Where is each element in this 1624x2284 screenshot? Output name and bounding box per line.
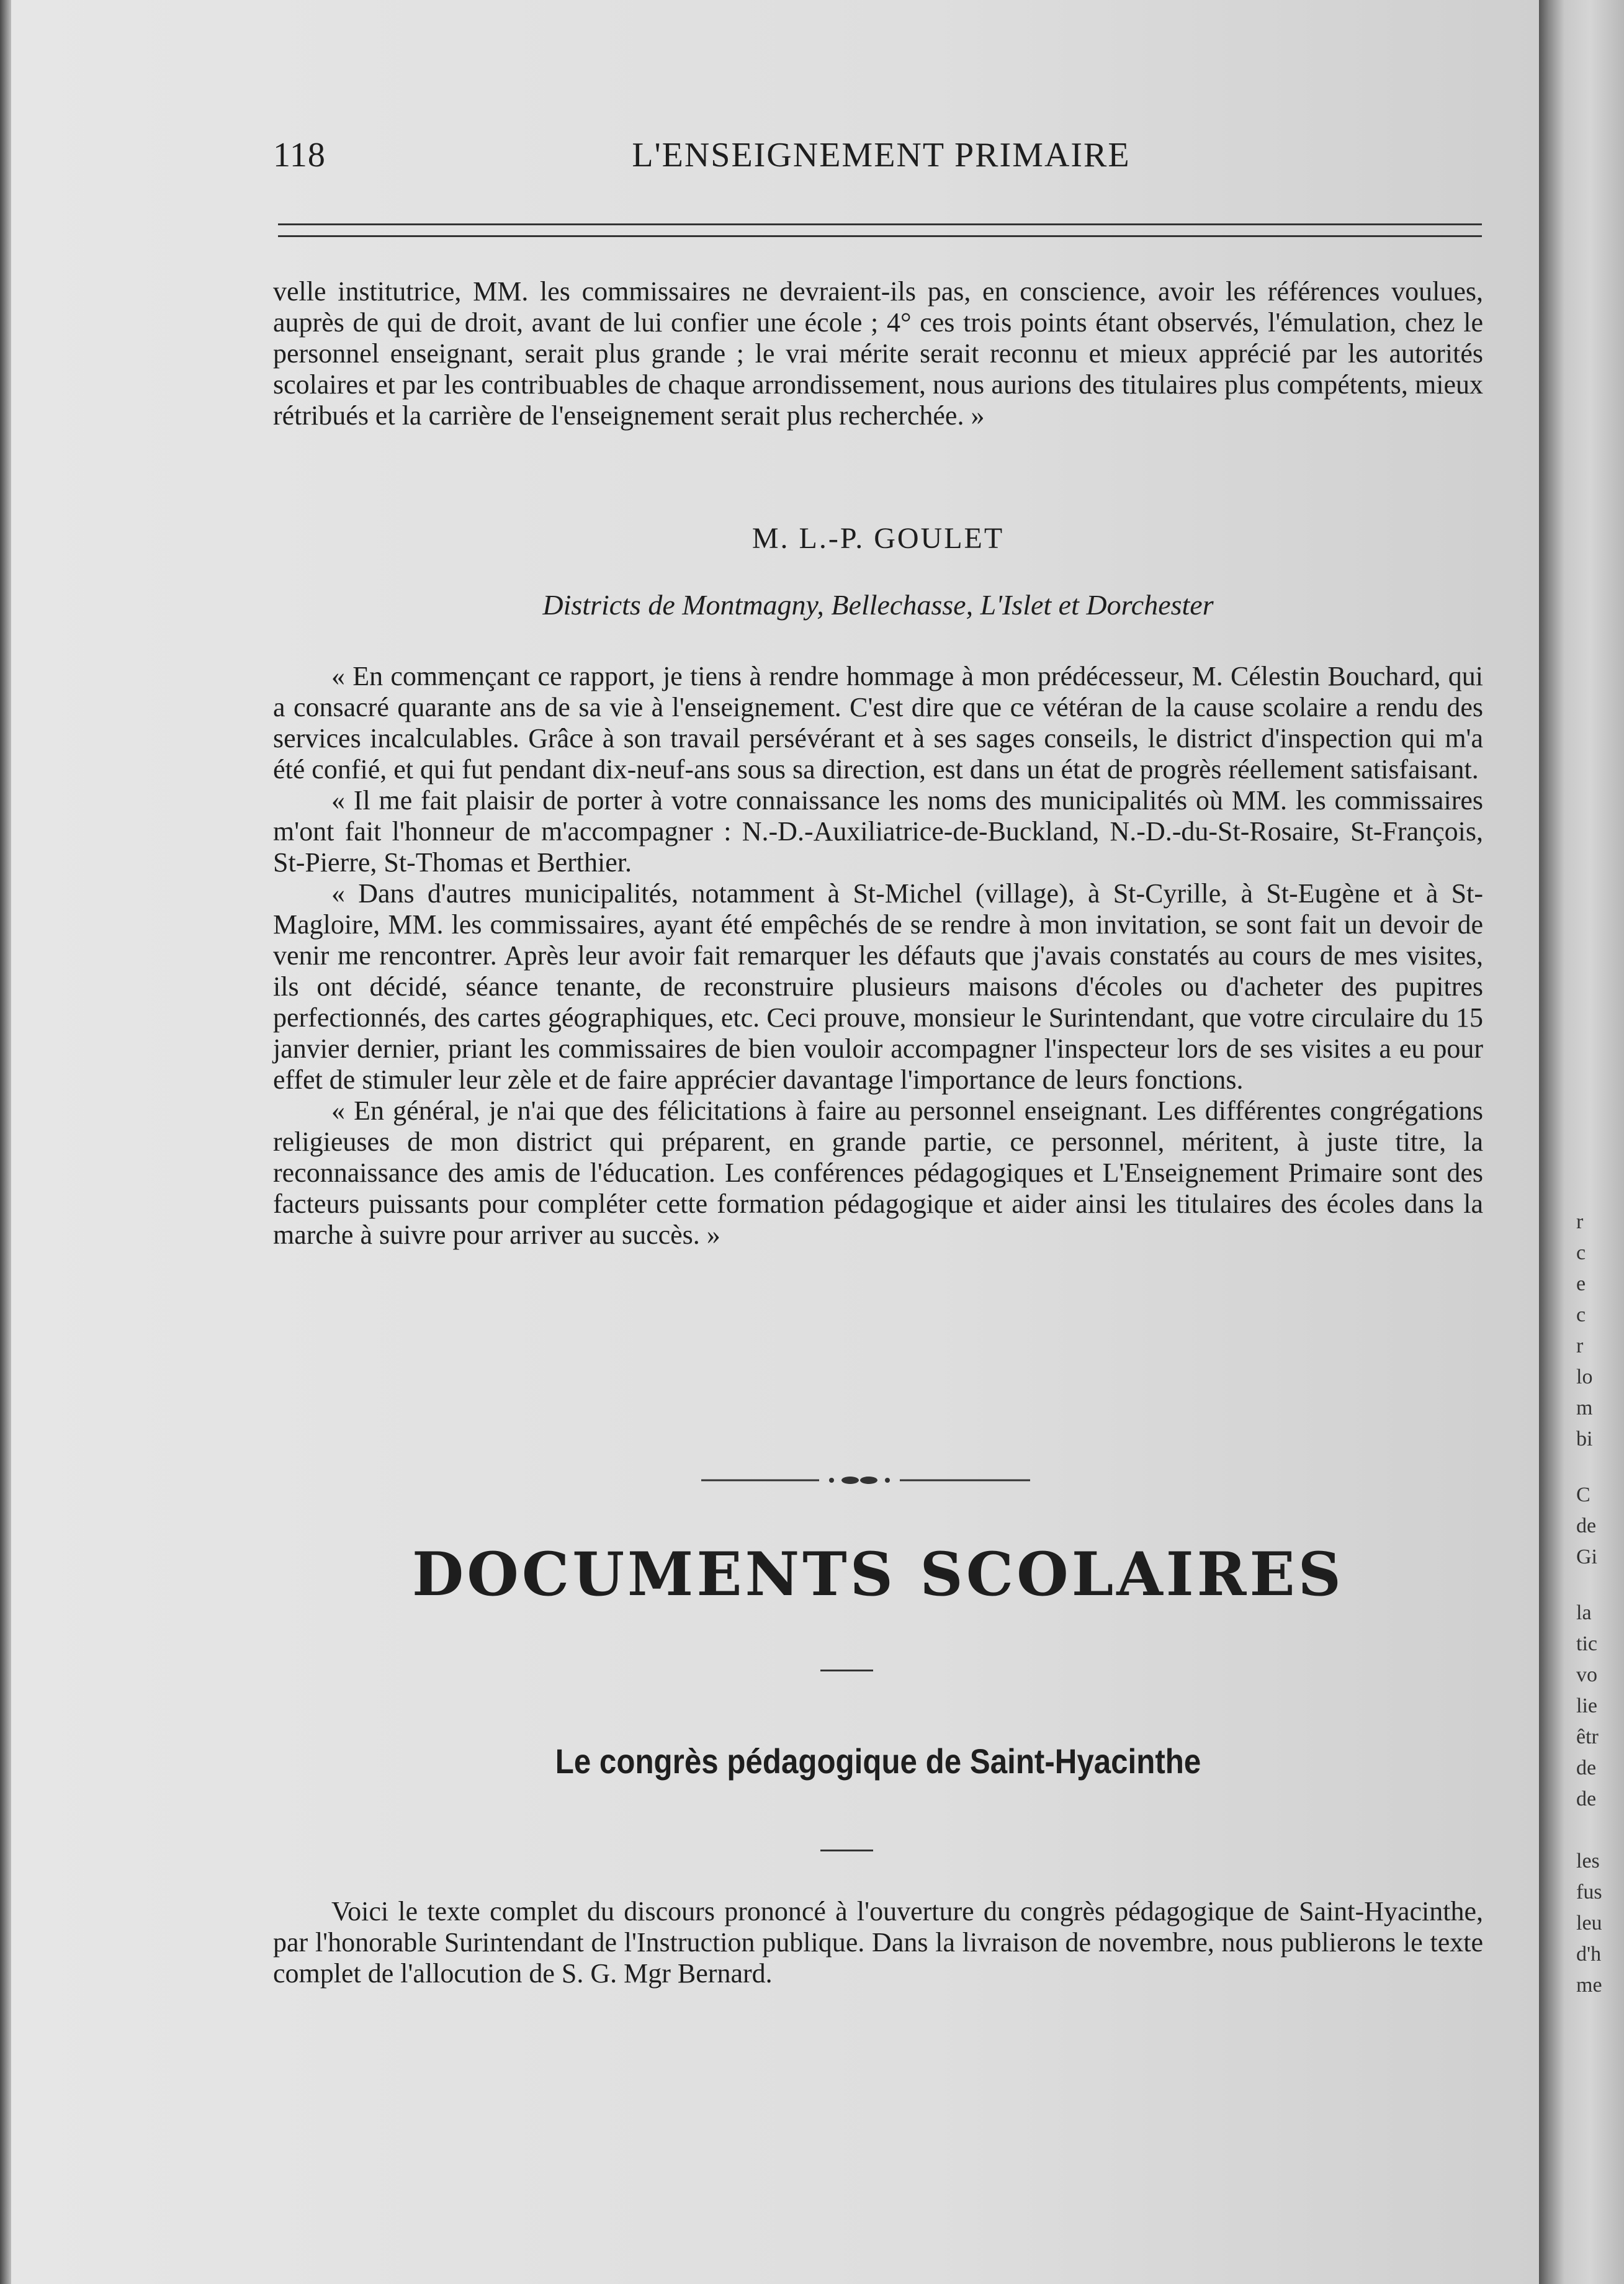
report-paragraph: « Dans d'autres municipalités, notamment à St-Michel (village), à St-Cyrille, à St-Eugène et à St-Magloire, MM. les commissaires, ayant été empêchés de se rendre à mon invitation, se sont fait un devoir de venir me rencontrer. Après leur avoir fait remarquer les défauts que j'avais constatés au cours de mes visites, ils ont décidé, séance tenante, de reconstruire plusieurs maisons d'écoles ou d'acheter des pupitres perfectionnés, des cartes géographiques, etc. Ceci prouve, monsieur le Surintendant, que votre circulaire du 15 janvier dernier, priant les commissaires de bien vouloir accompagner l'inspecteur lors de ses visites a eu pour effet de stimuler leur zèle et de faire apprécier davantage l'importance de leurs fonctions. xyxy=(273,878,1483,1095)
fragment-text: lie xyxy=(1576,1694,1597,1717)
report-paragraph: « Il me fait plaisir de porter à votre connaissance les noms des municipalités où MM. les commissaires m'ont fait l'honneur de m'accompagner : N.-D.-Auxiliatrice-de-Buckland, N.-D.-du-St-Rosaire, St-François, St-Pierre, St-Thomas et Berthier. xyxy=(273,785,1483,878)
fragment-text: les xyxy=(1576,1850,1600,1873)
fragment-text: e xyxy=(1576,1272,1586,1295)
article-intro: Voici le texte complet du discours prononcé à l'ouverture du congrès pédagogique de Saint-Hyacinthe, par l'honorable Surintendant de l'Instruction publique. Dans la livraison de novembre, nous publierons le texte complet de l'allocution de S. G. Mgr Bernard. xyxy=(273,1896,1483,1989)
page-header xyxy=(273,135,1489,185)
fragment-text: c xyxy=(1576,1241,1586,1264)
report-author: M. L.-P. GOULET xyxy=(751,522,1005,555)
fragment-text: me xyxy=(1576,1974,1602,1997)
report-body xyxy=(273,661,1483,1251)
binding-edge xyxy=(0,0,11,2284)
short-rule-top xyxy=(820,1670,873,1671)
running-title: L'ENSEIGNEMENT PRIMAIRE xyxy=(632,136,1131,174)
fragment-text: C xyxy=(1576,1483,1590,1506)
fragment-text: d'h xyxy=(1576,1943,1602,1966)
fragment-text: tic xyxy=(1576,1632,1597,1655)
short-rule-bottom xyxy=(820,1850,873,1851)
ornament-divider xyxy=(701,1474,1030,1486)
intro-paragraph-block xyxy=(273,276,1483,431)
fragment-text: bi xyxy=(1576,1428,1593,1450)
fragment-text: de xyxy=(1576,1787,1597,1810)
report-districts: Districts de Montmagny, Bellechasse, L'Islet et Dorchester xyxy=(542,589,1214,621)
adjacent-page-edge xyxy=(1539,0,1624,2284)
fragment-text: de xyxy=(1576,1756,1597,1779)
fragment-text: êtr xyxy=(1576,1725,1599,1748)
fragment-text: r xyxy=(1576,1334,1584,1357)
fragment-text: leu xyxy=(1576,1912,1602,1935)
article-intro-block xyxy=(273,1896,1483,1989)
section-title: DOCUMENTS SCOLAIRES xyxy=(412,1539,1344,1609)
page-number: 118 xyxy=(273,136,326,174)
report-paragraph: « En général, je n'ai que des félicitations à faire au personnel enseignant. Les différentes congrégations religieuses de mon district qui préparent, en grande partie, ce personnel, méritent, à juste titre, la reconnaissance des amis de l'éducation. Les conférences pédagogiques et L'Enseignement Primaire sont des facteurs puissants pour compléter cette formation pédagogique et aider ainsi les titulaires des écoles dans la marche à suivre pour arriver au succès. » xyxy=(273,1095,1483,1250)
report-paragraph: « En commençant ce rapport, je tiens à rendre hommage à mon prédécesseur, M. Célestin Bouchard, qui a consacré quarante ans de sa vie à l'enseignement. C'est dire que ce vétéran de la cause scolaire a rendu des services incalculables. Grâce à son travail persévérant et à ses sages conseils, le district d'inspection qui m'a été confié, et qui fut pendant dix-neuf-ans sous sa direction, est dans un état de progrès réellement satisfaisant. xyxy=(273,661,1483,785)
fragment-text: vo xyxy=(1576,1663,1597,1686)
fragment-text: de xyxy=(1576,1514,1597,1537)
fragment-text: Gi xyxy=(1576,1545,1597,1568)
fragment-text: fus xyxy=(1576,1881,1602,1904)
fragment-text: m xyxy=(1576,1396,1593,1419)
fragment-text: c xyxy=(1576,1303,1586,1326)
fragment-text: lo xyxy=(1576,1365,1593,1388)
fragment-text: la xyxy=(1576,1601,1592,1624)
fragment-text: r xyxy=(1576,1210,1584,1233)
intro-paragraph: velle institutrice, MM. les commissaires ne devraient-ils pas, en conscience, avoir les références voulues, auprès de qui de droit, avant de lui confier une école ; 4° ces trois points étant observés, l'émulation, chez le personnel enseignant, serait plus grande ; le vrai mérite serait reconnu et mieux apprécié par les autorités scolaires et par les contribuables de chaque arrondissement, nous aurions des titulaires plus compétents, mieux rétribués et la carrière de l'enseignement serait plus recherchée. » xyxy=(273,276,1483,431)
article-title: Le congrès pédagogique de Saint-Hyacinthe xyxy=(555,1742,1201,1781)
header-rule xyxy=(278,223,1482,237)
